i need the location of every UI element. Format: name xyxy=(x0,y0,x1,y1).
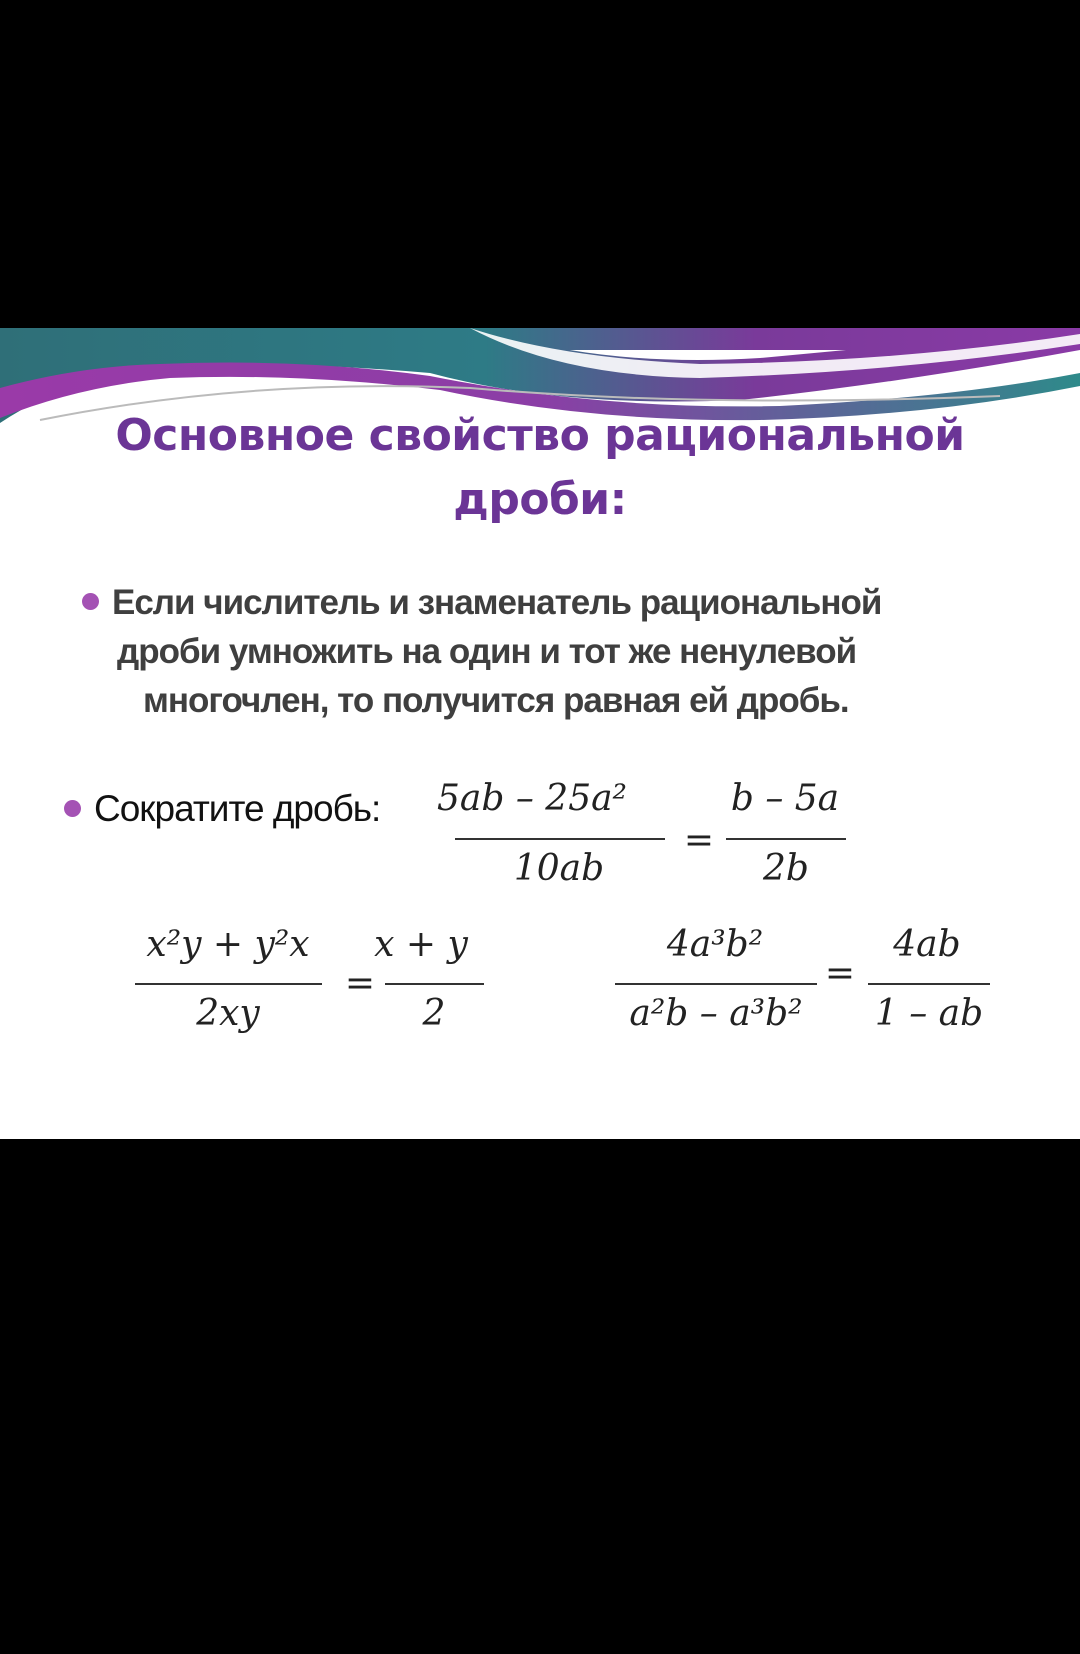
ex3-rhs-numerator: 4ab xyxy=(893,924,961,965)
example-1 xyxy=(437,778,846,889)
title-line-1: Основное свойство рациональной xyxy=(115,410,965,461)
property-line-1: Если числитель и знаменатель рациональной xyxy=(82,578,1012,627)
property-line-3: многочлен, то получится равная ей дробь. xyxy=(143,681,849,720)
ex3-equals-sign: = xyxy=(824,953,856,994)
ex1-rhs-denominator: 2b xyxy=(763,848,809,889)
ex1-lhs-denominator: 10ab xyxy=(513,848,605,889)
task-label: Сократите дробь: xyxy=(94,788,381,829)
ex2-equals-sign: = xyxy=(344,963,376,1004)
ex2-lhs-denominator: 2xy xyxy=(196,993,260,1034)
ex3-lhs-numerator: 4a³b² xyxy=(666,924,764,965)
ex2-lhs-numerator: x²y + y²x xyxy=(146,924,310,965)
example-2 xyxy=(135,924,484,1034)
ex3-rhs-denominator: 1 – ab xyxy=(874,993,984,1034)
ex2-rhs-numerator: x + y xyxy=(374,924,468,965)
ex3-lhs-denominator: a²b – a³b² xyxy=(629,993,803,1034)
ex1-equals-sign: = xyxy=(683,820,715,861)
property-line-2: дроби умножить на один и тот же ненулевой xyxy=(117,632,857,671)
presentation-slide xyxy=(0,328,1080,1139)
fraction-examples xyxy=(0,328,1080,1139)
title-line-2: дроби: xyxy=(453,474,627,525)
ex1-lhs-numerator: 5ab – 25a² xyxy=(436,778,628,819)
example-3 xyxy=(615,924,990,1034)
ex2-rhs-denominator: 2 xyxy=(422,993,446,1034)
ex1-rhs-numerator: b – 5a xyxy=(730,778,840,819)
